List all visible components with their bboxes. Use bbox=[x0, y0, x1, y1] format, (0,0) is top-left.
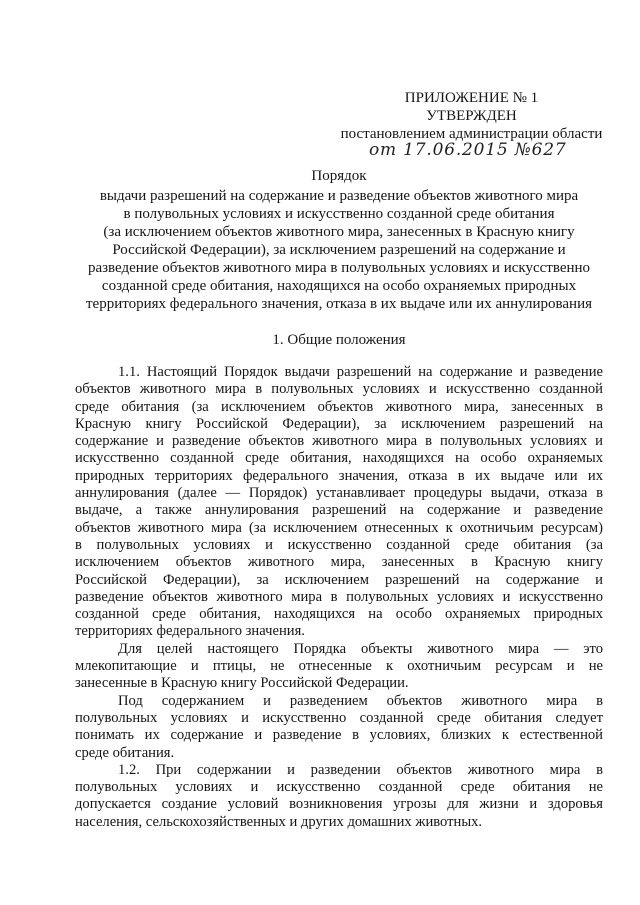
paragraph-line: 1.2. При содержании и разведении объектов животного мира в bbox=[118, 761, 603, 778]
title-line: созданной среде обитания, находящихся на особо охраняемых природных bbox=[101, 278, 577, 294]
paragraph-line: в полувольных условиях и искусственно созданной среде обитания (за bbox=[75, 536, 603, 553]
title-line: разведение объектов животного мира в полувольных условиях и искусственно bbox=[87, 260, 591, 276]
paragraph-line: Российской Федерации), за исключением разрешений на содержание и bbox=[75, 571, 603, 588]
paragraph-1-2 bbox=[75, 762, 603, 831]
paragraph-line: полувольных условиях и искусственно созданной среде обитания не bbox=[75, 779, 603, 796]
paragraph-line: выдаче, а также аннулирования разрешений на содержание и разведение bbox=[75, 502, 603, 519]
title-line: выдачи разрешений на содержание и разведение объектов животного мира bbox=[99, 188, 579, 204]
paragraph-line: природных территориях федерального значения, отказа в их выдаче или их bbox=[75, 467, 603, 484]
paragraph-line: Красную книгу Российской Федерации), за исключением разрешений на bbox=[75, 415, 603, 432]
paragraph-line: понимать их содержание и разведение в условиях, близких к естественной bbox=[75, 727, 603, 744]
paragraph-line: полувольных условиях и искусственно созданной среде обитания следует bbox=[75, 709, 603, 726]
paragraph-line: среде обитания (за исключением объектов животного мира, занесенных в bbox=[75, 398, 603, 415]
paragraph-line: содержание и разведение объектов животного мира в полувольных условиях и bbox=[75, 433, 603, 450]
title-line: в полувольных условиях и искусственно созданной среде обитания bbox=[123, 206, 555, 222]
paragraph-line: созданной среде обитания, находящихся на особо охраняемых природных bbox=[75, 606, 603, 623]
paragraph-line: Для целей настоящего Порядка объекты животного мира — это bbox=[118, 640, 603, 657]
document-name: Порядок bbox=[311, 168, 367, 184]
approval-label: УТВЕРЖДЕН bbox=[426, 108, 517, 124]
paragraph-keeping-definition bbox=[75, 693, 603, 762]
paragraph-line: аннулирования (далее — Порядок) устанавливает процедуры выдачи, отказа в bbox=[75, 485, 603, 502]
section-body bbox=[75, 364, 603, 831]
appendix-label: ПРИЛОЖЕНИЕ № 1 bbox=[404, 90, 539, 106]
title-line: территориях федерального значения, отказа в их выдаче или их аннулирования bbox=[85, 296, 593, 312]
paragraph-line: исключением объектов животного мира, занесенных в Красную книгу bbox=[75, 554, 603, 571]
paragraph-line: занесенные в Красную книгу Российской Федерации. bbox=[75, 675, 409, 692]
paragraph-line: 1.1. Настоящий Порядок выдачи разрешений на содержание и разведение bbox=[118, 364, 603, 380]
paragraph-line: искусственно созданной среде обитания, находящихся на особо охраняемых bbox=[75, 450, 603, 467]
paragraph-line: населения, сельскохозяйственных и других домашних животных. bbox=[75, 813, 483, 830]
paragraph-1-1 bbox=[75, 364, 603, 641]
paragraph-line: допускается создание условий возникновения угрозы для жизни и здоровья bbox=[75, 796, 603, 813]
paragraph-line: территориях федерального значения. bbox=[75, 623, 305, 640]
paragraph-line: Под содержанием и разведением объектов животного мира в bbox=[118, 692, 603, 709]
handwritten-date-number: от 17.06.2015 №627 bbox=[369, 140, 567, 160]
paragraph-line: млекопитающие и птицы, не отнесенные к охотничьим ресурсам и не bbox=[75, 658, 603, 675]
section-heading: 1. Общие положения bbox=[272, 332, 406, 348]
title-line: (за исключением объектов животного мира, занесенных в Красную книгу bbox=[103, 224, 575, 240]
title-line: Российской Федерации), за исключением разрешений на содержание и bbox=[112, 242, 566, 258]
paragraph-line: разведение объектов животного мира в полувольных условиях и искусственно bbox=[75, 588, 603, 605]
paragraph-line: объектов животного мира (за исключением отнесенных к охотничьим ресурсам) bbox=[75, 519, 603, 536]
paragraph-definition bbox=[75, 641, 603, 693]
paragraph-line: объектов животного мира в полувольных условиях и искусственно созданной bbox=[75, 381, 603, 398]
issuer-line: постановлением администрации области bbox=[340, 126, 603, 142]
document-title bbox=[75, 167, 603, 313]
paragraph-line: среде обитания. bbox=[75, 744, 175, 761]
approval-block bbox=[340, 89, 603, 143]
